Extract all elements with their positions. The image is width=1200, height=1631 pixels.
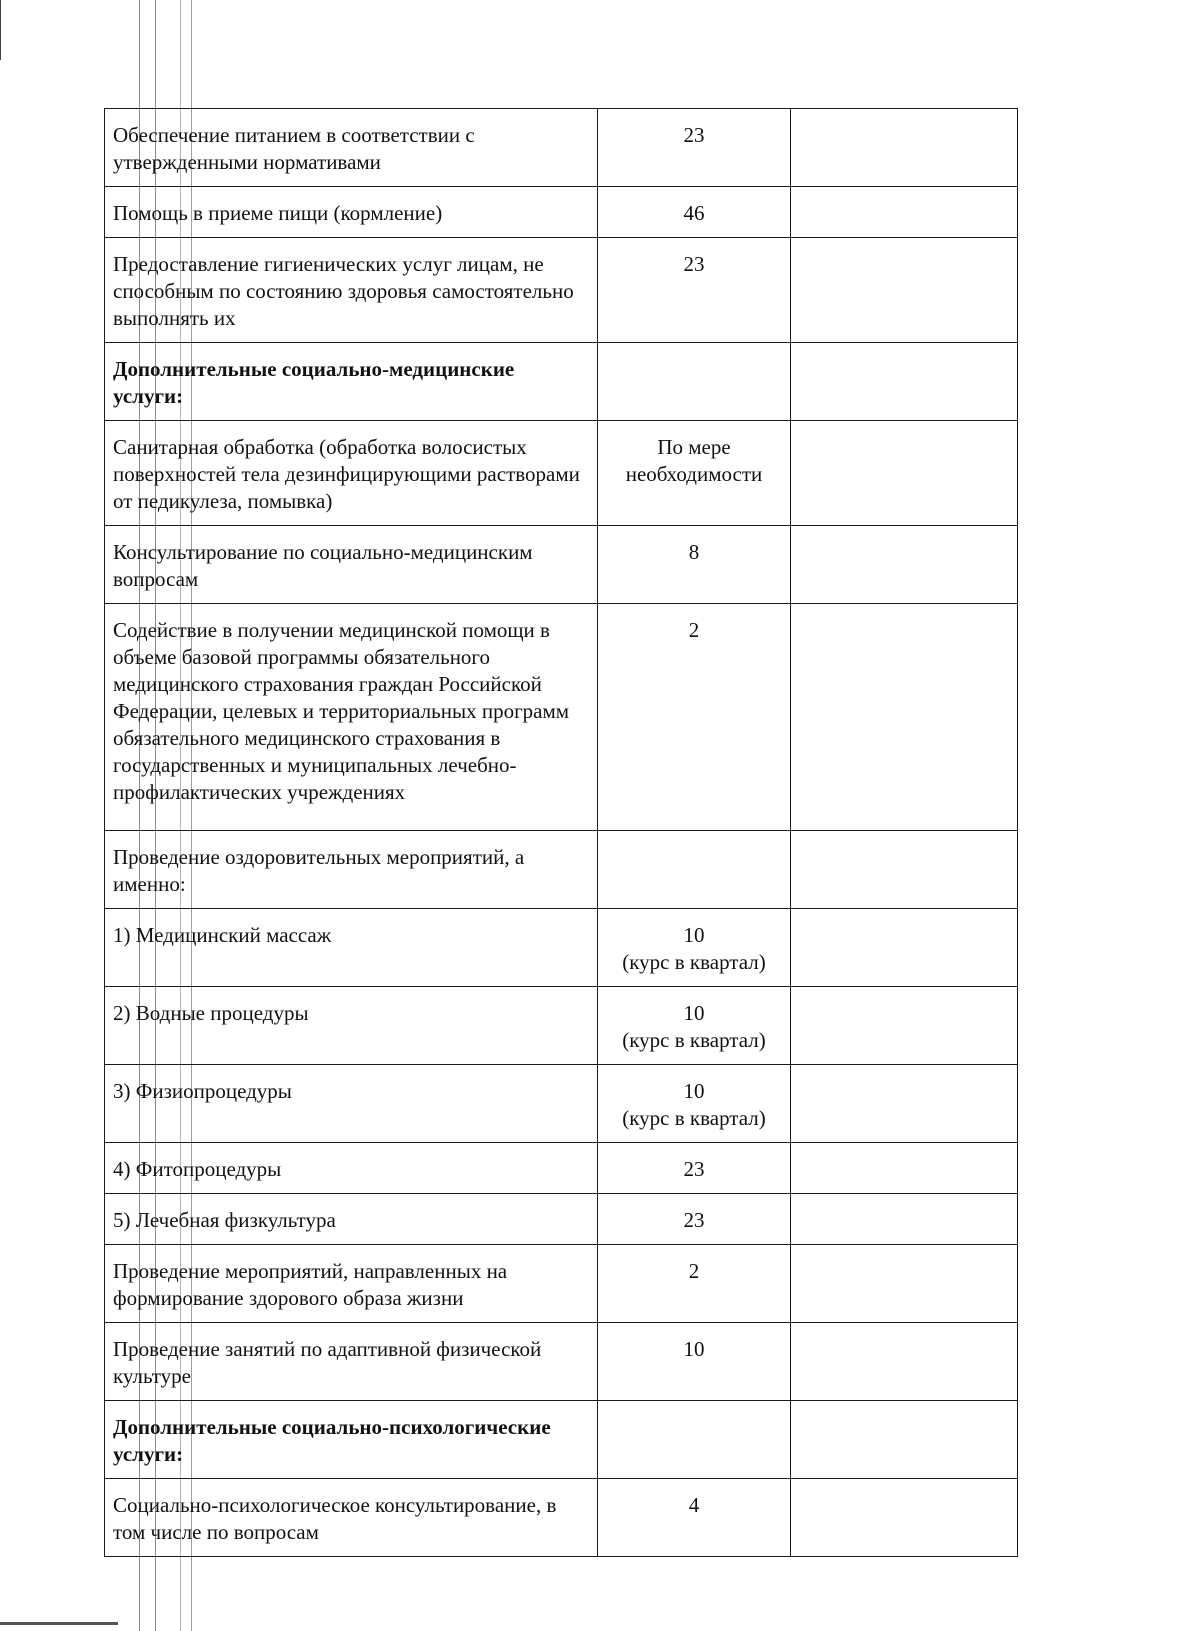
empty-cell xyxy=(791,1479,1018,1557)
empty-cell xyxy=(791,526,1018,604)
service-name-cell: 1) Медицинский массаж xyxy=(105,909,598,987)
service-name-cell: Дополнительные социально-медицинские услуги: xyxy=(105,343,598,421)
frequency-note: (курс в квартал) xyxy=(622,950,766,974)
service-name-cell: Обеспечение питанием в соответствии с утвержденными нормативами xyxy=(105,109,598,187)
empty-cell xyxy=(791,1245,1018,1323)
empty-cell xyxy=(791,343,1018,421)
table-row xyxy=(105,187,1018,238)
table-row xyxy=(105,1245,1018,1323)
service-frequency-cell xyxy=(598,526,791,604)
empty-cell xyxy=(791,604,1018,831)
frequency-value: 23 xyxy=(683,1157,705,1181)
service-name-cell: 3) Физиопроцедуры xyxy=(105,1065,598,1143)
table-row xyxy=(105,1065,1018,1143)
table-row xyxy=(105,1143,1018,1194)
frequency-value: 4 xyxy=(688,1493,700,1517)
table-row xyxy=(105,1323,1018,1401)
service-frequency-cell xyxy=(598,831,791,909)
empty-cell xyxy=(791,1401,1018,1479)
table-row xyxy=(105,1194,1018,1245)
table-row xyxy=(105,831,1018,909)
empty-cell xyxy=(791,831,1018,909)
frequency-value: 2 xyxy=(688,1259,700,1283)
empty-cell xyxy=(791,1143,1018,1194)
frequency-value: 23 xyxy=(683,252,705,276)
service-name-cell: Социально-психологическое консультирование, в том числе по вопросам xyxy=(105,1479,598,1557)
service-frequency-cell xyxy=(598,1323,791,1401)
empty-cell xyxy=(791,187,1018,238)
empty-cell xyxy=(791,421,1018,526)
section-header-row xyxy=(105,1401,1018,1479)
empty-cell xyxy=(791,909,1018,987)
frequency-value: 23 xyxy=(683,1208,705,1232)
service-name-cell: Проведение занятий по адаптивной физической культуре xyxy=(105,1323,598,1401)
empty-cell xyxy=(791,109,1018,187)
table-row xyxy=(105,909,1018,987)
frequency-value: По мере xyxy=(657,435,731,459)
service-frequency-cell xyxy=(598,1143,791,1194)
service-frequency-cell xyxy=(598,109,791,187)
scan-edge-mark xyxy=(0,0,6,60)
service-frequency-cell xyxy=(598,1479,791,1557)
frequency-value: 8 xyxy=(688,540,700,564)
table-row xyxy=(105,1479,1018,1557)
table-row xyxy=(105,421,1018,526)
frequency-value: 10 xyxy=(683,1337,705,1361)
service-frequency-cell xyxy=(598,187,791,238)
service-name-cell: Санитарная обработка (обработка волосистых поверхностей тела дезинфицирующими растворами от педикулеза, помывка) xyxy=(105,421,598,526)
empty-cell xyxy=(791,238,1018,343)
frequency-note: необходимости xyxy=(625,462,763,486)
service-name-cell: Дополнительные социально-психологические услуги: xyxy=(105,1401,598,1479)
frequency-value: 10 xyxy=(683,1079,705,1103)
table-row xyxy=(105,604,1018,831)
section-header-row xyxy=(105,343,1018,421)
frequency-value: 2 xyxy=(688,618,700,642)
table-row xyxy=(105,238,1018,343)
service-name-cell: 5) Лечебная физкультура xyxy=(105,1194,598,1245)
frequency-note: (курс в квартал) xyxy=(622,1028,766,1052)
empty-cell xyxy=(791,987,1018,1065)
service-frequency-cell xyxy=(598,1194,791,1245)
service-frequency-cell xyxy=(598,987,791,1065)
table-row xyxy=(105,987,1018,1065)
empty-cell xyxy=(791,1065,1018,1143)
frequency-value: 23 xyxy=(683,123,705,147)
service-name-cell: Консультирование по социально-медицинским вопросам xyxy=(105,526,598,604)
service-name-cell: 2) Водные процедуры xyxy=(105,987,598,1065)
services-table xyxy=(104,108,1018,1557)
empty-cell xyxy=(791,1323,1018,1401)
service-name-cell: Помощь в приеме пищи (кормление) xyxy=(105,187,598,238)
service-name-cell: Проведение оздоровительных мероприятий, а именно: xyxy=(105,831,598,909)
service-frequency-cell xyxy=(598,421,791,526)
table-row xyxy=(105,109,1018,187)
service-name-cell: Содействие в получении медицинской помощи в объеме базовой программы обязательного медицинского страхования граждан Российской Федерации, целевых и территориальных программ обязательного медицинского страхования в государственных и муниципальных лечебно-профилактических учреждениях xyxy=(105,604,598,831)
service-name-cell: 4) Фитопроцедуры xyxy=(105,1143,598,1194)
frequency-value: 10 xyxy=(683,1001,705,1025)
service-frequency-cell xyxy=(598,238,791,343)
frequency-value: 46 xyxy=(683,201,705,225)
table-row xyxy=(105,526,1018,604)
service-name-cell: Проведение мероприятий, направленных на формирование здорового образа жизни xyxy=(105,1245,598,1323)
services-table-body xyxy=(105,109,1018,1557)
service-frequency-cell xyxy=(598,604,791,831)
scan-edge-mark xyxy=(0,1622,118,1625)
frequency-value: 10 xyxy=(683,923,705,947)
service-frequency-cell xyxy=(598,909,791,987)
service-frequency-cell xyxy=(598,1245,791,1323)
service-frequency-cell xyxy=(598,1401,791,1479)
empty-cell xyxy=(791,1194,1018,1245)
service-frequency-cell xyxy=(598,343,791,421)
frequency-note: (курс в квартал) xyxy=(622,1106,766,1130)
service-name-cell: Предоставление гигиенических услуг лицам, не способным по состоянию здоровья самостоятельно выполнять их xyxy=(105,238,598,343)
service-frequency-cell xyxy=(598,1065,791,1143)
